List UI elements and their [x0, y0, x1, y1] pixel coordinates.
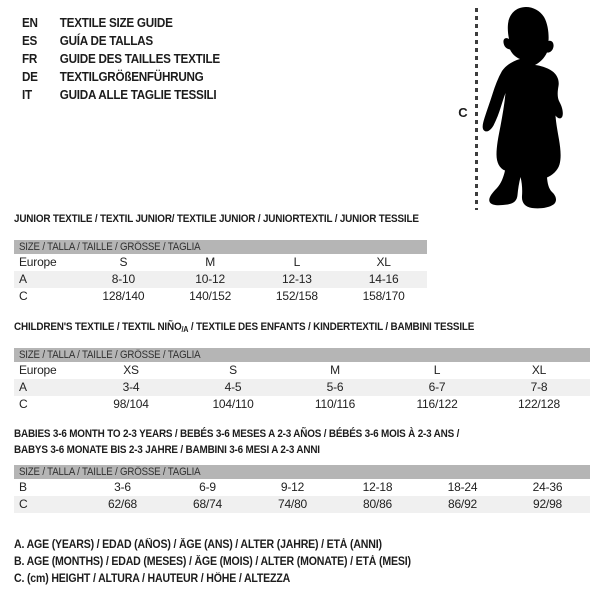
size-header-text: SIZE / TALLA / TAILLE / GRÖSSE / TAGLIA — [19, 241, 201, 253]
row-label: C — [19, 289, 28, 303]
babies-size-section — [14, 426, 590, 513]
table-title-text: BABIES 3-6 MONTH TO 2-3 YEARS / BEBÉS 3-6 MESES A 2-3 AÑOS / BÉBÉS 3-6 MOIS À 2-3 ANS / — [14, 428, 460, 440]
size-value-cell: 98/104 — [113, 397, 149, 411]
measurement-legend — [14, 537, 445, 588]
size-table — [14, 348, 590, 413]
size-header-row — [14, 240, 427, 254]
height-measure-label: C — [458, 105, 468, 120]
size-value-cell: 92/98 — [505, 496, 590, 513]
size-value-cell: 128/140 — [102, 289, 145, 303]
size-value-cell: 116/122 — [416, 397, 458, 411]
size-value-cell: M — [205, 255, 216, 269]
size-value-cell: S — [119, 255, 128, 269]
size-value-cell: 8-10 — [80, 271, 167, 288]
size-value-cell: 9-12 — [280, 480, 305, 494]
size-value-cell: 110/116 — [314, 397, 356, 411]
table-row — [14, 271, 427, 288]
table-row — [14, 496, 590, 513]
size-value-cell: 12-13 — [254, 271, 341, 288]
size-value-cell: 104/110 — [212, 397, 254, 411]
size-value-cell: 10-12 — [167, 271, 254, 288]
size-value-cell: 140/152 — [189, 289, 232, 303]
size-value-cell: XL — [531, 363, 547, 377]
size-value-cell: L — [293, 255, 301, 269]
table-row — [14, 479, 590, 496]
language-code: FR — [22, 50, 38, 66]
table-title-text: BABYS 3-6 MONATE BIS 2-3 JAHRE / BAMBINI 3-6 MESI A 2-3 ANNI — [14, 444, 320, 456]
size-value-cell: M — [330, 363, 340, 377]
size-header-bar — [14, 240, 427, 254]
table-title-text: JUNIOR TEXTILE / TEXTIL JUNIOR/ TEXTILE JUNIOR / JUNIORTEXTIL / JUNIOR TESSILE — [14, 213, 419, 225]
size-value-cell: 12-18 — [362, 480, 393, 494]
row-label: Europe — [19, 363, 57, 377]
size-header-text: SIZE / TALLA / TAILLE / GRÖSSE / TAGLIA — [19, 466, 201, 478]
junior-size-section — [14, 213, 427, 305]
table-row — [14, 396, 590, 413]
table-row — [14, 288, 427, 305]
language-code: EN — [22, 14, 38, 30]
row-label: C — [19, 397, 28, 411]
size-value-cell: 4-5 — [182, 379, 284, 396]
size-value-cell: 122/128 — [518, 397, 560, 411]
language-row — [22, 31, 220, 49]
size-value-cell: 7-8 — [488, 379, 590, 396]
language-row — [22, 85, 220, 103]
toddler-silhouette-image — [479, 3, 569, 209]
table-title-line — [14, 442, 532, 458]
table-row — [14, 362, 590, 379]
language-title: TEXTILE SIZE GUIDE — [59, 14, 173, 30]
row-label: C — [14, 496, 80, 513]
language-row — [22, 13, 220, 31]
size-value-cell: 24-36 — [532, 480, 563, 494]
size-value-cell: 152/158 — [275, 289, 318, 303]
table-row — [14, 379, 590, 396]
table-title-text: CHILDREN'S TEXTILE / TEXTIL NIÑO — [14, 321, 182, 333]
table-title-line — [14, 213, 419, 226]
size-header-bar — [14, 348, 590, 362]
size-value-cell: XL — [376, 255, 391, 269]
language-code: IT — [22, 86, 32, 102]
size-value-cell: S — [229, 363, 237, 377]
legend-line: A. AGE (YEARS) / EDAD (AÑOS) / ÂGE (ANS) / ALTER (JAHRE) / ETÀ (ANNI) — [14, 539, 382, 551]
size-value-cell: 14-16 — [340, 271, 427, 288]
table-title — [14, 426, 590, 458]
size-value-cell: 158/170 — [362, 289, 405, 303]
language-title: TEXTILGRÖßENFÜHRUNG — [59, 68, 204, 84]
size-value-cell: 80/86 — [335, 496, 420, 513]
table-row — [14, 254, 427, 271]
table-title-text: / TEXTILE DES ENFANTS / KINDERTEXTIL / BAMBINI TESSILE — [188, 321, 475, 333]
language-title: GUIDA ALLE TAGLIE TESSILI — [59, 86, 217, 102]
language-title: GUIDE DES TAILLES TEXTILE — [59, 50, 220, 66]
language-guide — [22, 13, 242, 103]
size-header-text: SIZE / TALLA / TAILLE / GRÖSSE / TAGLIA — [19, 349, 201, 361]
size-table — [14, 240, 427, 305]
size-value-cell: 86/92 — [420, 496, 505, 513]
size-value-cell: 3-6 — [114, 480, 131, 494]
legend-line: B. AGE (MONTHS) / EDAD (MESES) / ÂGE (MOIS) / ALTER (MONATE) / ETÀ (MESI) — [14, 556, 411, 568]
size-value-cell: 74/80 — [250, 496, 335, 513]
legend-line: C. (cm) HEIGHT / ALTURA / HAUTEUR / HÖHE / ALTEZZA — [14, 573, 291, 585]
size-value-cell: 5-6 — [284, 379, 386, 396]
row-label: A — [14, 271, 80, 288]
size-value-cell: 6-9 — [199, 480, 216, 494]
table-title-line — [14, 321, 532, 336]
size-value-cell: 62/68 — [80, 496, 165, 513]
size-header-row — [14, 348, 590, 362]
size-value-cell: 68/74 — [165, 496, 250, 513]
table-title-text: /A — [181, 325, 189, 334]
size-value-cell: XS — [123, 363, 139, 377]
size-value-cell: 18-24 — [447, 480, 478, 494]
language-row — [22, 67, 220, 85]
size-value-cell: 6-7 — [386, 379, 488, 396]
table-title-line — [14, 426, 532, 442]
children-size-section — [14, 321, 590, 413]
size-header-bar — [14, 465, 590, 479]
table-title — [14, 213, 427, 226]
size-header-row — [14, 465, 590, 479]
size-value-cell: 3-4 — [80, 379, 182, 396]
language-code: DE — [22, 68, 38, 84]
size-table — [14, 465, 590, 513]
language-code: ES — [22, 32, 38, 48]
row-label: B — [19, 480, 27, 494]
row-label: A — [14, 379, 80, 396]
language-row — [22, 49, 220, 67]
row-label: Europe — [19, 255, 57, 269]
table-title — [14, 321, 590, 336]
size-value-cell: L — [433, 363, 441, 377]
height-measure-dashed-line — [475, 8, 478, 210]
language-title: GUÍA DE TALLAS — [59, 32, 153, 48]
